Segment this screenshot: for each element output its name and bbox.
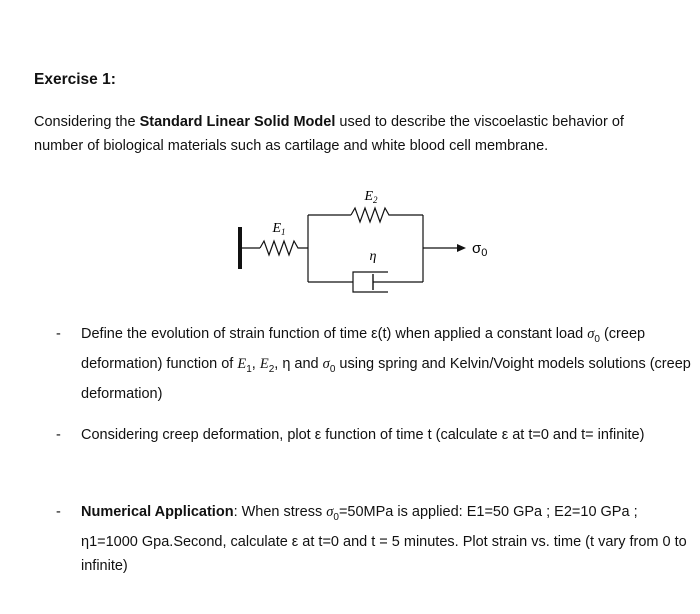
bullet-text: Considering creep deformation, plot ε function of time t (calculate ε at t=0 and t= infinite) bbox=[81, 427, 645, 443]
intro-paragraph bbox=[34, 110, 674, 158]
label-sigma0: $\sigma_0$ bbox=[472, 240, 488, 259]
spring-e1 bbox=[260, 241, 308, 255]
intro-model-name: Standard Linear Solid Model bbox=[139, 114, 336, 130]
bullet-dash: - bbox=[56, 504, 61, 520]
load-arrowhead bbox=[457, 244, 466, 252]
bullet-text: Define the evolution of strain function of time ε(t) when applied a constant load $\sigma_0$ (creep deformation) function of $E_1$, $E_2$, η and $\sigma_0$ using spring and Kelvin/Voight models solutions (creep deformation) bbox=[81, 326, 691, 402]
intro-suffix: used to describe the viscoelastic behavior of number of biological materials such as cartilage and white blood cell membrane. bbox=[34, 114, 624, 154]
bullet-dash: - bbox=[56, 427, 61, 443]
exercise-title: Exercise 1: bbox=[34, 71, 116, 88]
label-eta: η bbox=[369, 249, 377, 264]
bullet-text: Numerical Application: When stress $\sigma_0=50MPa$ is applied: E1=50 GPa ; E2=10 GPa ; η1=1000 Gpa.Second, calculate ε at t=0 and t = 5 minutes. Plot strain vs. time (t vary from 0 to infinite) bbox=[81, 504, 687, 574]
intro-prefix: Considering the bbox=[34, 114, 140, 130]
label-e2: $E_2$ bbox=[364, 189, 378, 205]
standard-linear-solid-diagram bbox=[228, 185, 528, 300]
spring-e2 bbox=[351, 208, 423, 222]
label-e1: $E_1$ bbox=[272, 221, 286, 237]
bullet-dash: - bbox=[56, 326, 61, 342]
numerical-application-label: Numerical Application bbox=[81, 504, 234, 520]
